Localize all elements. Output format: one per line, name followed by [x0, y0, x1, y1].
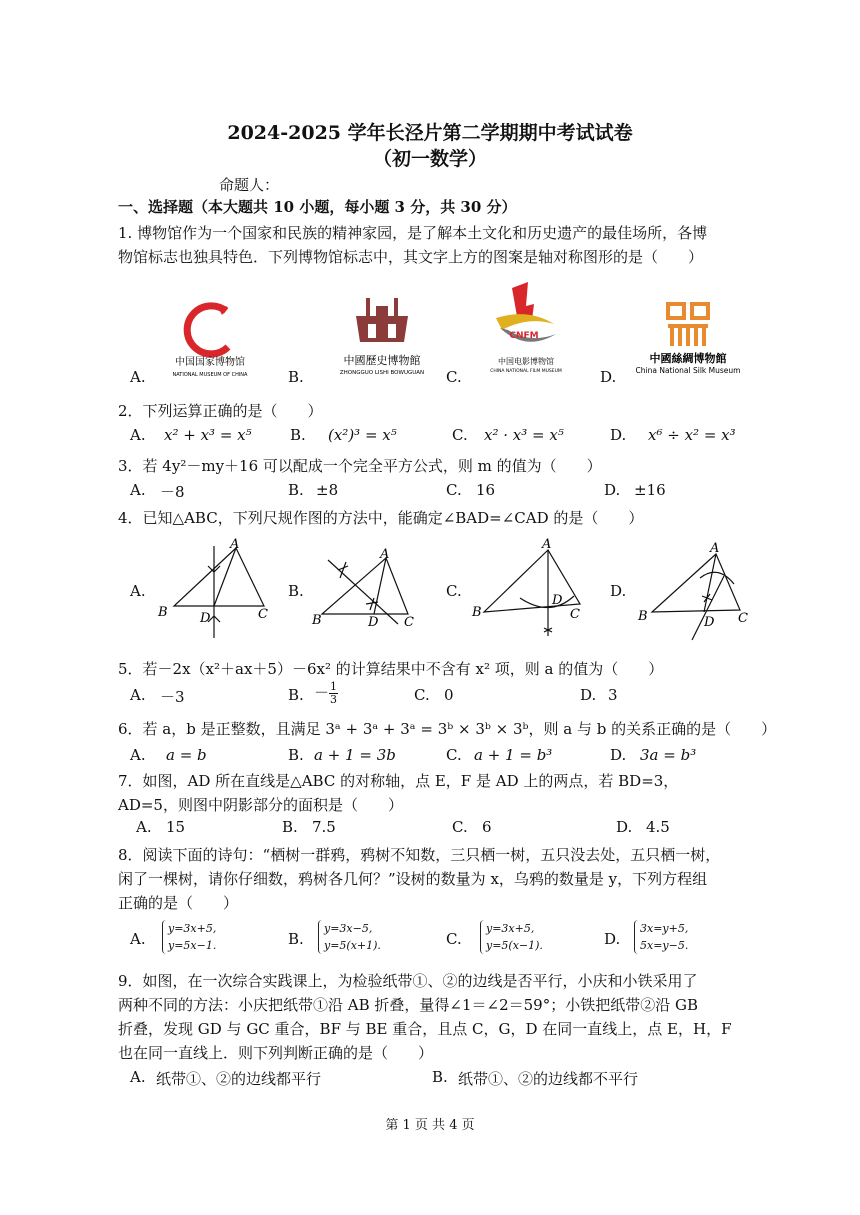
- q1-c-caption-en: CHINA NATIONAL FILM MUSEUM: [490, 369, 562, 374]
- q1-option-a-label: A.: [130, 368, 146, 386]
- q7-option-b-label: B.: [282, 818, 298, 836]
- svg-text:C: C: [570, 607, 580, 622]
- q3-option-b-label: B.: [288, 481, 304, 499]
- q4-option-b-label: B.: [288, 582, 304, 600]
- svg-text:A: A: [380, 547, 390, 562]
- q1-a-caption-en: NATIONAL MUSEUM OF CHINA: [172, 372, 248, 378]
- svg-text:C: C: [738, 611, 748, 626]
- q1-option-d-label: D.: [600, 368, 617, 386]
- q4-option-a-label: A.: [130, 582, 146, 600]
- triangle-shape: [174, 548, 264, 606]
- q5-option-b-label: B.: [288, 686, 304, 704]
- q5-stem: 5．若－2x（x²＋ax＋5）－6x² 的计算结果中不含有 x² 项，则 a 的值为（ ）: [118, 660, 664, 678]
- q1-b-caption-en: ZHONGGUO LISHI BOWUGUAN: [339, 370, 425, 376]
- q6-option-b: a + 1 = 3b: [314, 746, 396, 764]
- q5-option-d: 3: [608, 686, 618, 704]
- q6-option-c: a + 1 = b³: [474, 746, 553, 764]
- q8-option-a-label: A.: [130, 930, 146, 948]
- q7-line1: 7．如图，AD 所在直线是△ABC 的对称轴，点 E，F 是 AD 上的两点，若 BD=3，: [118, 772, 679, 790]
- q9-line1: 9．如图，在一次综合实践课上，为检验纸带①、②的边线是否平行，小庆和小铁采用了: [118, 972, 698, 990]
- history-museum-emblem-icon: [356, 298, 408, 342]
- q3-option-a-label: A.: [130, 481, 146, 499]
- page-footer: 第 1 页 共 4 页: [385, 1118, 475, 1133]
- q6-option-d-label: D.: [610, 746, 627, 764]
- q2-option-c-expr: x² · x³ = x⁵: [484, 426, 564, 444]
- q4-option-c-label: C.: [446, 582, 462, 600]
- q5-option-d-label: D.: [580, 686, 597, 704]
- exam-title: 2024-2025 学年长泾片第二学期期中考试试卷: [227, 122, 633, 144]
- q8-line3: 正确的是（ ）: [118, 894, 239, 912]
- svg-text:D: D: [704, 615, 715, 630]
- q8-option-c-system: y=3x+5, y=5(x−1).: [480, 920, 543, 954]
- q4-figure-b: [308, 540, 438, 640]
- q2-option-b-expr: (x²)³ = x⁵: [328, 426, 397, 444]
- q1-a-caption: 中国国家博物馆: [175, 357, 245, 368]
- q7-option-a-label: A.: [136, 818, 152, 836]
- svg-text:B: B: [158, 605, 168, 620]
- svg-text:C: C: [404, 615, 414, 630]
- q5-option-a: －3: [160, 688, 185, 706]
- q1-logo-c: [468, 278, 588, 376]
- q8-option-d-label: D.: [604, 930, 621, 948]
- q5-option-c: 0: [444, 686, 454, 704]
- q5-option-c-label: C.: [414, 686, 430, 704]
- q1-d-caption-en: China National Silk Museum: [635, 366, 741, 375]
- q1-option-b-label: B.: [288, 368, 304, 386]
- q4-figure-d: [634, 538, 764, 642]
- q3-option-c: 16: [476, 481, 496, 499]
- q3-stem: 3．若 4y²－my＋16 可以配成一个完全平方公式，则 m 的值为（ ）: [118, 457, 602, 475]
- q7-option-c: 6: [482, 818, 492, 836]
- q1-line1: 1. 博物馆作为一个国家和民族的精神家园，是了解本土文化和历史遗产的最佳场所，各博: [118, 224, 708, 242]
- svg-text:C: C: [258, 607, 268, 622]
- q6-option-d: 3a = b³: [640, 746, 697, 764]
- q1-d-caption: 中國絲綢博物館: [649, 352, 727, 365]
- q1-logo-d: [628, 296, 748, 380]
- svg-text:B: B: [472, 605, 482, 620]
- q4-figure-c: [470, 536, 600, 646]
- svg-text:D: D: [200, 611, 211, 626]
- q8-line1: 8．阅读下面的诗句：“栖树一群鸦，鸦树不知数，三只栖一树，五只没去处，五只栖一树，: [118, 846, 721, 864]
- q8-option-a-system: y=3x+5, y=5x−1.: [162, 920, 216, 954]
- q5-option-b: － $\frac{1}{3}$: [314, 680, 338, 706]
- q5-option-a-label: A.: [130, 686, 146, 704]
- q9-line4: 也在同一直线上．则下列判断正确的是（ ）: [118, 1044, 434, 1062]
- svg-text:B: B: [638, 609, 648, 624]
- q8-option-d-system: 3x=y+5, 5x=y−5.: [634, 920, 688, 954]
- svg-text:A: A: [710, 541, 720, 556]
- q4-stem: 4．已知△ABC，下列尺规作图的方法中，能确定∠BAD=∠CAD 的是（ ）: [118, 509, 644, 527]
- q6-option-b-label: B.: [288, 746, 304, 764]
- q8-line2: 闲了一棵树，请你仔细数，鸦树各几何？”设树的数量为 x，乌鸦的数量是 y，下列方程组: [118, 870, 708, 888]
- q7-option-a: 15: [166, 818, 186, 836]
- q2-option-d-expr: x⁶ ÷ x² = x³: [648, 426, 736, 444]
- q1-option-c-label: C.: [446, 368, 462, 386]
- q3-option-d-label: D.: [604, 481, 621, 499]
- q6-stem: 6．若 a，b 是正整数，且满足 3ᵃ + 3ᵃ + 3ᵃ = 3ᵇ × 3ᵇ × 3ᵇ，则 a 与 b 的关系正确的是（ ）: [118, 720, 777, 738]
- q9-option-a-label: A.: [130, 1068, 146, 1086]
- q4-figure-a: [152, 536, 282, 646]
- q1-b-caption: 中國歷史博物館: [343, 354, 421, 367]
- q2-option-a-label: A.: [130, 426, 146, 444]
- svg-text:D: D: [552, 593, 563, 608]
- q6-option-c-label: C.: [446, 746, 462, 764]
- q9-option-b: 纸带①、②的边线都不平行: [458, 1070, 639, 1088]
- section-1-heading: 一、选择题（本大题共 10 小题，每小题 3 分，共 30 分）: [118, 198, 517, 216]
- q9-option-b-label: B.: [432, 1068, 448, 1086]
- q7-option-c-label: C.: [452, 818, 468, 836]
- silk-museum-emblem-icon: [668, 304, 708, 346]
- svg-text:A: A: [542, 537, 552, 552]
- q2-option-a-expr: x² + x³ = x⁵: [164, 426, 252, 444]
- q2-option-d-label: D.: [610, 426, 627, 444]
- svg-text:B: B: [312, 613, 322, 628]
- q1-c-caption: 中国电影博物馆: [498, 357, 554, 366]
- q3-option-b: ±8: [316, 481, 339, 499]
- q9-option-a: 纸带①、②的边线都平行: [156, 1070, 322, 1088]
- q7-option-d-label: D.: [616, 818, 633, 836]
- q1-line2: 物馆标志也独具特色．下列博物馆标志中，其文字上方的图案是轴对称图形的是（ ）: [118, 248, 704, 266]
- q8-option-b-label: B.: [288, 930, 304, 948]
- q7-option-d: 4.5: [646, 818, 670, 836]
- q8-option-c-label: C.: [446, 930, 462, 948]
- q9-line3: 折叠，发现 GD 与 GC 重合，BF 与 BE 重合，且点 C，G，D 在同一直线上，点 E，H，F: [118, 1020, 732, 1038]
- q6-option-a-label: A.: [130, 746, 146, 764]
- q4-option-d-label: D.: [610, 582, 627, 600]
- svg-text:A: A: [230, 537, 240, 552]
- exam-subtitle: （初一数学）: [372, 148, 487, 170]
- q2-stem: 2．下列运算正确的是（ ）: [118, 402, 323, 420]
- setter-label: 命题人：: [219, 176, 280, 194]
- q8-option-b-system: y=3x−5, y=5(x+1).: [318, 920, 381, 954]
- q3-option-c-label: C.: [446, 481, 462, 499]
- q2-option-c-label: C.: [452, 426, 468, 444]
- q1-c-logo-text: CNFM: [509, 331, 539, 341]
- q1-logo-b: [322, 292, 442, 382]
- q3-option-a: －8: [160, 483, 185, 501]
- q7-line2: AD=5，则图中阴影部分的面积是（ ）: [118, 796, 403, 814]
- q1-logo-a: [150, 295, 270, 385]
- q9-line2: 两种不同的方法：小庆把纸带①沿 AB 折叠，量得∠1＝∠2＝59°；小铁把纸带②沿 GB: [118, 996, 698, 1014]
- q7-option-b: 7.5: [312, 818, 336, 836]
- q6-option-a: a = b: [166, 746, 207, 764]
- q2-option-b-label: B.: [290, 426, 306, 444]
- svg-text:D: D: [368, 615, 379, 630]
- q3-option-d: ±16: [634, 481, 666, 499]
